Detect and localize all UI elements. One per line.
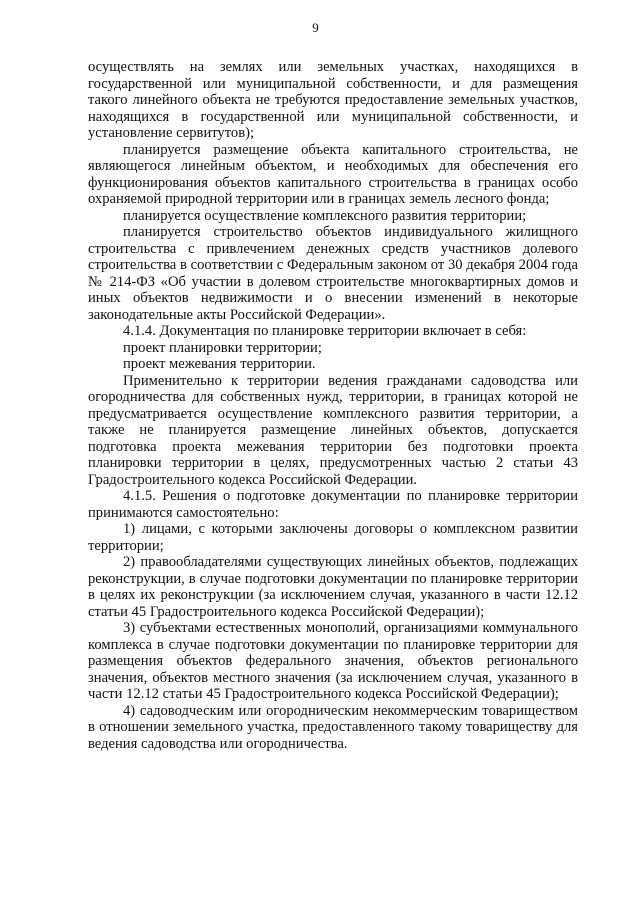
list-item: проект планировки территории; — [123, 339, 322, 356]
list-item: 3) субъектами естественных монополий, организациями коммунального комплекса в случае подготовки документации по планировке территории для размещения объектов федерального значения, объектов регионального значения, объектов местного значения (за исключением случая, указанного в части 12.12 статьи 45 Градостроительного кодекса Российской Федерации); — [88, 620, 578, 702]
list-item: проект межевания территории. — [123, 356, 316, 372]
list-item: 2) правообладателями существующих линейных объектов, подлежащих реконструкции, в случае подготовки документации по планировке территории в целях их реконструкции (за исключением случая, указанного в части 12.12 статьи 45 Градостроительного кодекса Российской Федерации); — [88, 554, 578, 620]
paragraph: Применительно к территории ведения гражданами садоводства или огородничества для собственных нужд, территории, в границах которой не предусматривается осуществление комплексного развития территории, а также не планируется размещение линейных объектов, допускается подготовка проекта межевания территории без подготовки проекта планировки территории в целях, предусмотренных частью 2 статьи 43 Градостроительного кодекса Российской Федерации. — [88, 372, 578, 488]
paragraph: планируется размещение объекта капитального строительства, не являющегося линейным объектом, и необходимых для обеспечения его функционирования объектов капитального строительства в границах особо охраняемой природной территории или в границах земель лесного фонда; — [88, 141, 578, 207]
section-heading: 4.1.5. Решения о подготовке документации по планировке территории принимаются самостоятельно: — [88, 488, 578, 521]
paragraph: планируется строительство объектов индивидуального жилищного строительства с привлечением денежных средств участников долевого строительства в соответствии с Федеральным законом от 30 декабря 2004 года № 214-ФЗ «Об участии в долевом строительстве многоквартирных домов и иных объектов недвижимости и о внесении изменений в некоторые законодательные акты Российской Федерации». — [88, 224, 578, 323]
list-item: 1) лицами, с которыми заключены договоры о комплексном развитии территории; — [88, 521, 578, 554]
paragraph: планируется осуществление комплексного развития территории; — [123, 207, 527, 224]
section-heading: 4.1.4. Документация по планировке территории включает в себя: — [123, 323, 527, 339]
paragraph: осуществлять на землях или земельных участках, находящихся в государственной или муниципальной собственности, и для размещения такого линейного объекта не требуются предоставление земельных участков, находящихся в государственной или муниципальной собственности, и установление сервитутов); — [88, 59, 578, 141]
page-number: 9 — [312, 20, 319, 35]
list-item: 4) садоводческим или огородническим некоммерческим товариществом в отношении земельного участка, предоставленного такому товариществу для ведения садоводства или огородничества. — [88, 702, 578, 752]
document-body — [88, 59, 578, 752]
